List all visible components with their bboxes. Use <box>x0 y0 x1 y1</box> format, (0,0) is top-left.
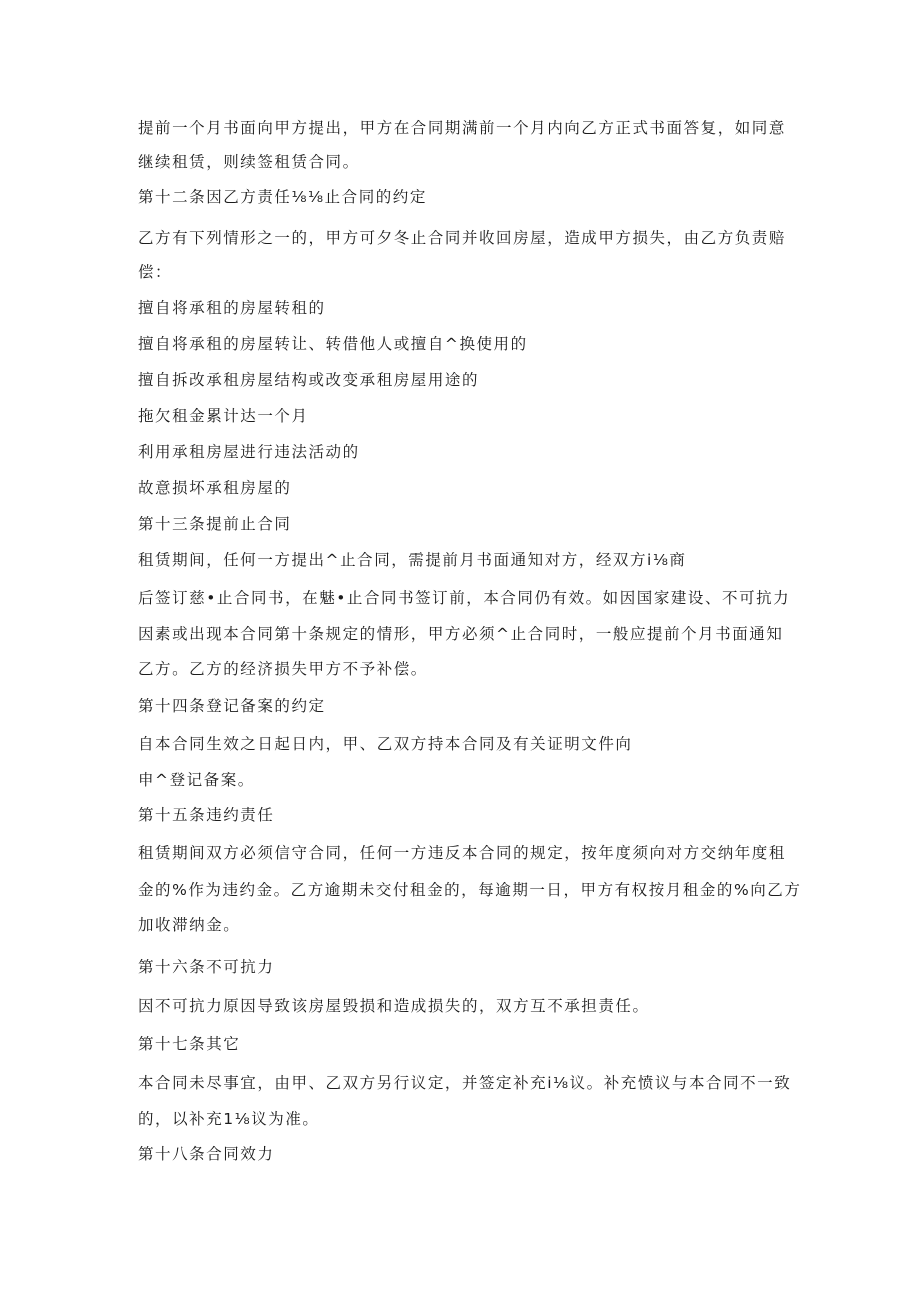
text-line: 因不可抗力原因导致该房屋毁损和造成损失的，双方互不承担责任。 <box>138 997 650 1015</box>
text-line: 的，以补充1⅛议为准。 <box>138 1110 320 1128</box>
text-line: 自本合同生效之日起日内，甲、乙双方持本合同及有关证明文件向 <box>138 735 633 753</box>
text-line: 提前一个月书面向甲方提出，甲方在合同期满前一个月内向乙方正式书面答复，如同意 <box>138 119 786 137</box>
article-heading: 第十七条其它 <box>138 1035 241 1053</box>
list-item: 擅自将承租的房屋转让、转借他人或擅自^换使用的 <box>138 335 528 353</box>
text-line: 继续租赁，则续签租赁合同。 <box>138 153 360 171</box>
text-line: 租赁期间，任何一方提出^止合同，需提前月书面通知对方，经双方i⅛商 <box>138 551 687 569</box>
list-item: 利用承租房屋进行违法活动的 <box>138 443 360 461</box>
text-line: 后签订慈•止合同书，在魅•止合同书签订前，本合同仍有效。如因国家建设、不可抗力 <box>138 589 791 607</box>
text-line: 金的%作为违约金。乙方逾期未交付租金的，每逾期一日，甲方有权按月租金的%向乙方 <box>138 881 802 899</box>
article-heading: 第十四条登记备案的约定 <box>138 697 326 715</box>
list-item: 拖欠租金累计达一个月 <box>138 407 309 425</box>
text-line: 本合同未尽事宜，由甲、乙双方另行议定，并签定补充i⅛议。补充愤议与本合同不一致 <box>138 1074 792 1092</box>
list-item: 擅自将承租的房屋转租的 <box>138 299 326 317</box>
article-heading: 第十三条提前止合同 <box>138 515 292 533</box>
article-heading: 第十八条合同效力 <box>138 1145 275 1163</box>
text-line: 租赁期间双方必须信守合同，任何一方违反本合同的规定，按年度须向对方交纳年度租 <box>138 844 786 862</box>
text-line: 因素或出现本合同第十条规定的情形，甲方必须^止合同时，一般应提前个月书面通知 <box>138 625 784 643</box>
text-line: 乙方有下列情形之一的，甲方可夕冬止合同并收回房屋，造成甲方损失，由乙方负责赔 <box>138 229 786 247</box>
text-line: 加收滞纳金。 <box>138 916 241 934</box>
list-item: 擅自拆改承租房屋结构或改变承租房屋用途的 <box>138 371 480 389</box>
text-line: 偿： <box>138 263 173 281</box>
text-line: 乙方。乙方的经济损失甲方不予补偿。 <box>138 660 428 678</box>
text-line: 申^登记备案。 <box>138 771 255 789</box>
list-item: 故意损坏承租房屋的 <box>138 479 292 497</box>
article-heading: 第十二条因乙方责任⅛⅛止合同的约定 <box>138 188 427 206</box>
article-heading: 第十五条违约责任 <box>138 806 275 824</box>
article-heading: 第十六条不可抗力 <box>138 958 275 976</box>
